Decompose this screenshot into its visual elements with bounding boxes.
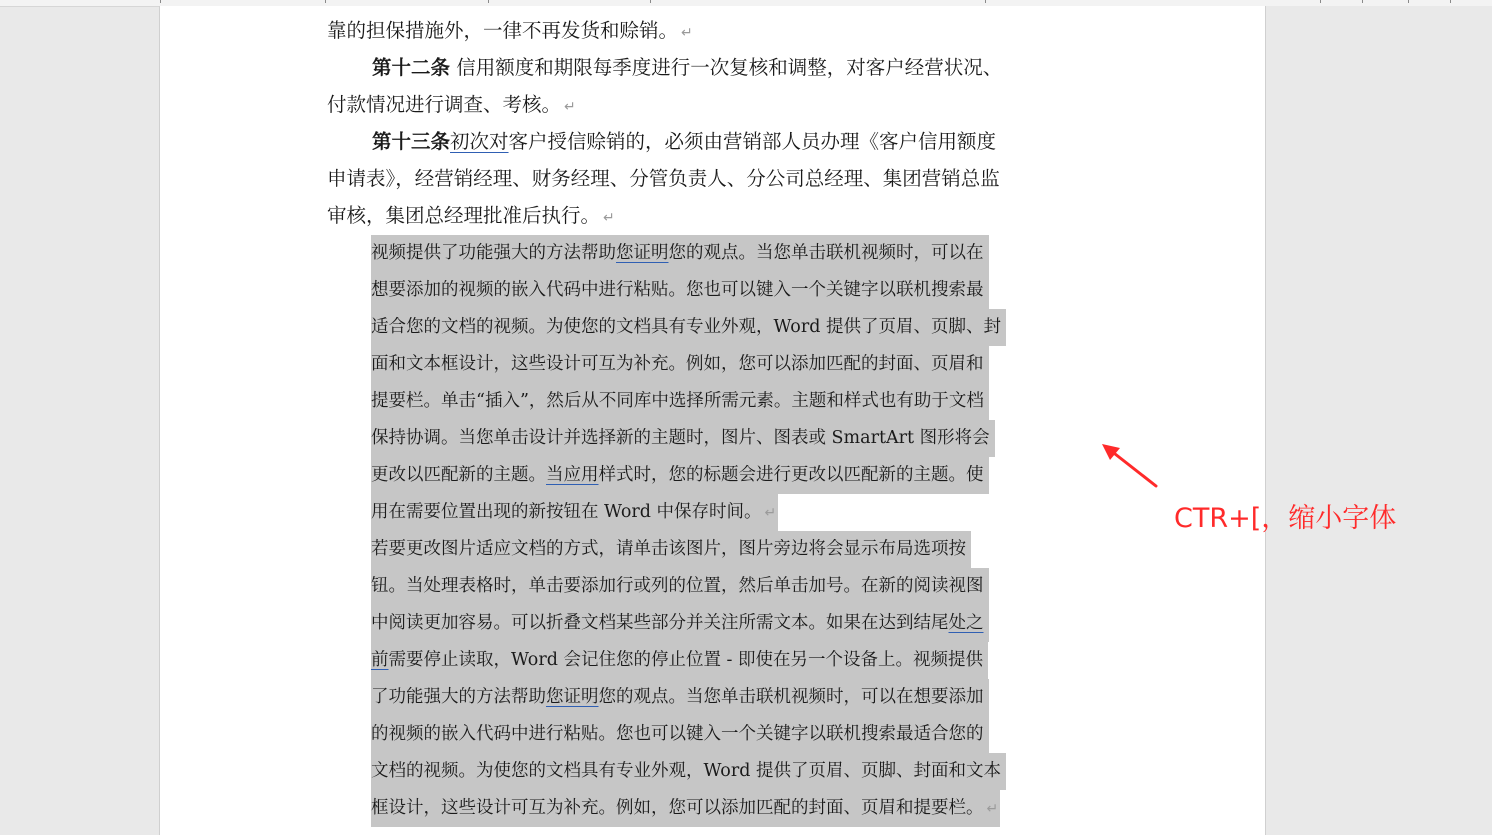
line-text: 若要更改图片适应文档的方式，请单击该图片，图片旁边将会显示布局选项按 <box>371 539 966 559</box>
line-text: 钮。当处理表格时，单击要添加行或列的位置，然后单击加号。在新的阅读视图 <box>371 576 984 596</box>
selected-line[interactable] <box>371 420 995 457</box>
ruler-tick <box>325 0 326 3</box>
doc-line[interactable] <box>327 16 693 46</box>
line-text: 更改以匹配新的主题。 <box>371 465 546 485</box>
annotation-label: CTR+[，缩小字体 <box>1174 503 1397 534</box>
line-text: 面和文本框设计，这些设计可互为补充。例如，您可以添加匹配的封面、页眉和 <box>371 354 984 374</box>
line-text: 付款情况进行调查、考核。 <box>327 93 562 116</box>
line-text: 文档的视频。为使您的文档具有专业外观，Word 提供了页眉、页脚、封面和文本 <box>371 761 1001 781</box>
selected-line[interactable] <box>371 679 989 716</box>
line-text: 了功能强大的方法帮助 <box>371 687 546 707</box>
doc-line[interactable] <box>327 201 615 231</box>
line-text: 视频提供了功能强大的方法帮助 <box>371 243 616 263</box>
selected-line[interactable] <box>371 531 971 568</box>
doc-line[interactable] <box>327 90 576 120</box>
line-text: 用在需要位置出现的新按钮在 Word 中保存时间。 <box>371 502 762 522</box>
annotation-arrow-icon <box>1090 436 1170 496</box>
line-text: 您的观点。当您单击联机视频时，可以在想要添加 <box>598 687 984 707</box>
selected-line[interactable] <box>371 605 989 642</box>
underlined-text: 您证明 <box>546 687 599 707</box>
selected-line[interactable] <box>371 272 989 309</box>
underlined-text: 您证明 <box>616 243 669 263</box>
article-number: 第十二条 <box>372 56 451 79</box>
line-text: 信用额度和期限每季度进行一次复核和调整，对客户经营状况、 <box>450 56 1003 79</box>
selected-line[interactable] <box>371 494 778 531</box>
selected-line[interactable] <box>371 790 1000 827</box>
paragraph-mark-icon: ↵ <box>764 505 777 521</box>
underlined-text: 处之 <box>948 613 984 633</box>
line-text: 提要栏。单击“插入”，然后从不同库中选择所需元素。主题和样式也有助于文档 <box>371 391 984 411</box>
underlined-text: 前 <box>371 650 389 670</box>
ruler-tick <box>488 0 489 3</box>
ruler-tick <box>1450 0 1451 3</box>
doc-line[interactable] <box>327 164 1003 194</box>
line-text: 想要添加的视频的嵌入代码中进行粘贴。您也可以键入一个关键字以联机搜索最 <box>371 280 984 300</box>
selected-line[interactable] <box>371 346 989 383</box>
article-number: 第十三条 <box>372 130 451 153</box>
paragraph-mark-icon: ↵ <box>681 25 693 41</box>
ruler-tick <box>1408 0 1409 3</box>
line-text: 靠的担保措施外，一律不再发货和赊销。 <box>327 19 679 42</box>
doc-line[interactable] <box>372 127 999 157</box>
selected-line[interactable] <box>371 235 989 272</box>
line-text: 需要停止读取，Word 会记住您的停止位置 - 即使在另一个设备上。视频提供 <box>388 650 984 670</box>
underlined-text: 初次对 <box>450 130 509 153</box>
underlined-text: 当应用 <box>546 465 599 485</box>
line-text: 客户授信赊销的，必须由营销部人员办理《客户信用额度 <box>508 130 997 153</box>
selected-line[interactable] <box>371 568 989 605</box>
line-text: 适合您的文档的视频。为使您的文档具有专业外观，Word 提供了页眉、页脚、封 <box>371 317 1001 337</box>
ruler-tick <box>160 0 161 3</box>
line-text: 框设计，这些设计可互为补充。例如，您可以添加匹配的封面、页眉和提要栏。 <box>371 798 984 818</box>
ruler-tick <box>650 0 651 3</box>
selected-line[interactable] <box>371 753 1006 790</box>
selected-line[interactable] <box>371 309 1006 346</box>
ruler-tick <box>1320 0 1321 3</box>
line-text: 您的观点。当您单击联机视频时，可以在 <box>668 243 984 263</box>
line-text: 的视频的嵌入代码中进行粘贴。您也可以键入一个关键字以联机搜索最适合您的 <box>371 724 984 744</box>
selected-line[interactable] <box>371 716 989 753</box>
line-text: 审核，集团总经理批准后执行。 <box>327 204 601 227</box>
selected-line[interactable] <box>371 383 989 420</box>
ruler-tick <box>985 0 986 3</box>
paragraph-mark-icon: ↵ <box>986 801 999 817</box>
line-text: 样式时，您的标题会进行更改以匹配新的主题。使 <box>598 465 984 485</box>
selected-line[interactable] <box>371 642 988 679</box>
selected-line[interactable] <box>371 457 989 494</box>
workspace-margin <box>1266 6 1492 835</box>
paragraph-mark-icon: ↵ <box>564 99 576 115</box>
doc-line[interactable] <box>372 53 1005 83</box>
line-text: 申请表》，经营销经理、财务经理、分管负责人、分公司总经理、集团营销总监 <box>327 167 1000 190</box>
line-text: 中阅读更加容易。可以折叠文档某些部分并关注所需文本。如果在达到结尾 <box>371 613 949 633</box>
line-text: 保持协调。当您单击设计并选择新的主题时，图片、图表或 SmartArt 图形将会 <box>371 428 990 448</box>
ruler-tick <box>1362 0 1363 3</box>
paragraph-mark-icon: ↵ <box>603 210 615 226</box>
